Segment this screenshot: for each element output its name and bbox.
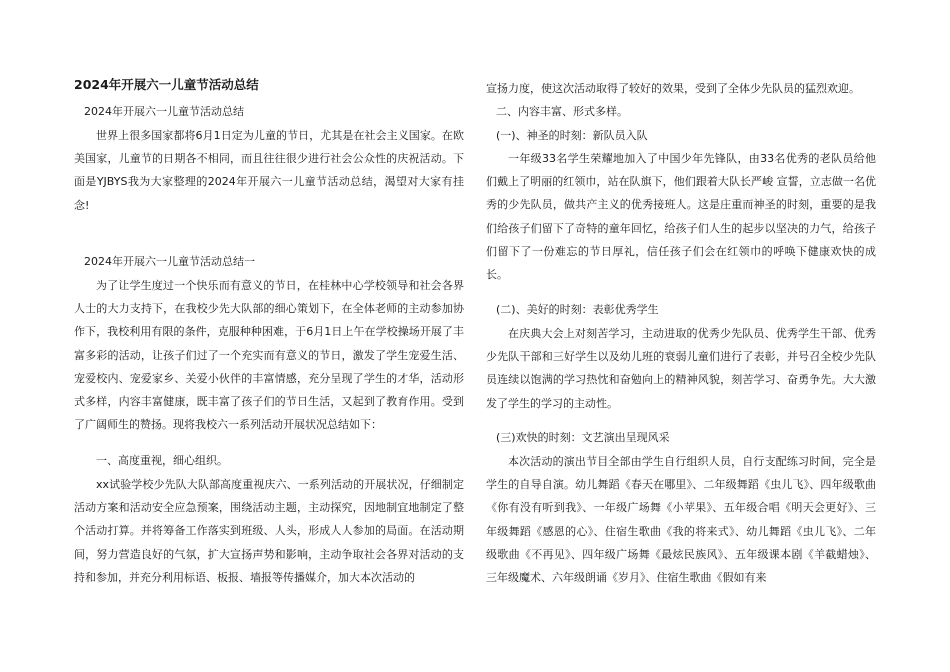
body-paragraph: 宣扬力度，使这次活动取得了较好的效果，受到了全体少先队员的猛烈欢迎。 [486,82,860,95]
body-paragraph: 本次活动的演出节目全部由学生自行组织人员，自行支配练习时间，完全是学生的自导自演。幼儿舞蹈《春天在哪里》、二年级舞蹈《虫儿飞》、四年级歌曲《你有没有听到我》、一年级广场舞《小苹果》、五年级合唱《明天会更好》、三年级舞蹈《感恩的心》、住宿生歌曲《我的将来式》、幼儿舞蹈《虫儿飞》、二年级歌曲《不再见》、四年级广场舞《最炫民族风》、五年级课本剧《羊截蜡烛》、三年级魔术、六年级朗诵《岁月》、住宿生歌曲《假如有来 [486,455,876,585]
section-heading-one: 2024年开展六一儿童节活动总结一 [84,255,255,268]
subtitle-paragraph: 2024年开展六一儿童节活动总结 [84,105,244,118]
heading-paragraph: 一、高度重视，细心组织。 [96,454,228,467]
body-paragraph: 在庆典大会上对刻苦学习，主动进取的优秀少先队员、优秀学生干部、优秀少先队干部和三好学生以及幼儿班的衰弱儿童们进行了表彰，并号召全校少先队员连续以饱满的学习热忱和奋勉向上的精神风貌，刻苦学习、奋勇争先。大大激发了学生的学习的主动性。 [486,327,876,410]
heading-paragraph: 二、内容丰富、形式多样。 [496,105,628,118]
document-title: 2024年开展六一儿童节活动总结 [74,77,259,92]
body-paragraph: 一年级33名学生荣耀地加入了中国少年先锋队，由33名优秀的老队员给他们戴上了明丽的红领巾，站在队旗下，他们跟着大队长严峻 宣誓，立志做一名优秀的少先队员，做共产主义的优秀接班人。这是庄重而神圣的时刻，重要的是我们给孩子们留下了奇特的童年回忆，给孩子们人生的起步以坚决的力气，给孩子们留下了一份难忘的节日厚礼，信任孩子们会在红领巾的呼唤下健康欢快的成长。 [486,152,876,282]
body-paragraph: 为了让学生度过一个快乐而有意义的节日，在桂林中心学校领导和社会各界人士的大力支持下，在我校少先大队部的细心策划下，在全体老师的主动参加协作下，我校利用有限的条件，克服种种困难，于6月1日上午在学校操场开展了丰富多彩的活动，让孩子们过了一个充实而有意义的节日，激发了学生宠爱生活、宠爱校内、宠爱家乡、关爱小伙伴的丰富情感，充分呈现了学生的才华，活动形式多样，内容丰富健康，既丰富了孩子们的节日生活，又起到了教育作用。受到了广阔师生的赞扬。现将我校六一系列活动开展状况总结如下： [74,279,464,432]
subheading-paragraph: (三)欢快的时刻：文艺演出呈现风采 [496,431,670,444]
intro-paragraph: 世界上很多国家都将6月1日定为儿童的节日，尤其是在社会主义国家。在欧美国家，儿童节的日期各不相同，而且往往很少进行社会公众性的庆祝活动。下面是YJBYS我为大家整理的2024年开展六一儿童节活动总结，渴望对大家有挂念! [74,129,464,212]
body-paragraph: xx试验学校少先队大队部高度重视庆六、一系列活动的开展状况，仔细制定活动方案和活动安全应急预案，围绕活动主题，主动探究，因地制宜地制定了整个活动打算。并将筹备工作落实到班级、人头，形成人人参加的局面。在活动期间，努力营造良好的气氛，扩大宣扬声势和影响，主动争取社会各界对活动的支持和参加，并充分利用标语、板报、墙报等传播媒介，加大本次活动的 [74,478,464,584]
subheading-paragraph: (一)、神圣的时刻：新队员入队 [496,129,648,142]
subheading-paragraph: (二)、美好的时刻：表彰优秀学生 [496,303,659,316]
